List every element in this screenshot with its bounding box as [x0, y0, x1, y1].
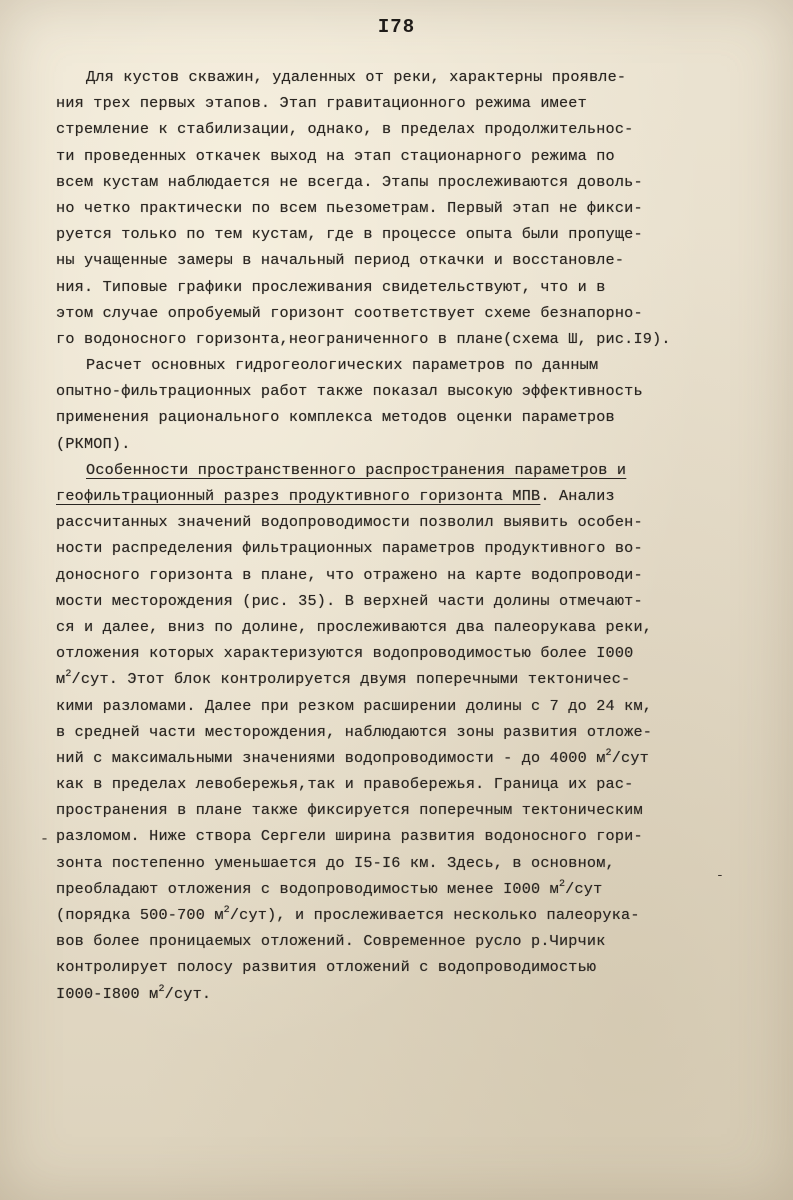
section-heading-part1: Особенности пространственного распространения параметров и [86, 460, 627, 479]
unit-superscript: 2 [65, 669, 72, 681]
text-line: но четко практически по всем пьезометрам. Первый этап не фикси- [56, 198, 643, 217]
page-number: I78 [377, 16, 416, 38]
text-line: Расчет основных гидрогеологических параметров по данным [86, 356, 599, 375]
text-fragment: (порядка 500-700 м [56, 906, 224, 924]
text-line: ны учащенные замеры в начальный период откачки и восстановле- [56, 251, 625, 270]
text-fragment: /сут [611, 748, 649, 767]
text-line [56, 981, 746, 1007]
text-line: вов более проницаемых отложений. Современное русло р.Чирчик [56, 932, 606, 951]
text-line [56, 876, 746, 902]
text-line [56, 666, 746, 692]
text-line: зонта постепенно уменьшается до I5-I6 км. Здесь, в основном, [56, 853, 615, 872]
text-line: руется только по тем кустам, где в процессе опыта были пропуще- [56, 225, 643, 244]
text-line: как в пределах левобережья,так и правобережья. Граница их рас- [56, 775, 634, 794]
margin-stray-mark: - [716, 868, 724, 883]
unit-superscript: 2 [558, 878, 566, 890]
text-line: мости месторождения (рис. 35). В верхней части долины отмечают- [56, 591, 643, 610]
text-line: разломом. Ниже створа Сергели ширина развития водоносного гори- [56, 827, 643, 846]
text-fragment: /сут. [164, 984, 212, 1003]
body-text [56, 64, 746, 1007]
margin-dash-mark: - [40, 831, 50, 848]
section-heading-line [56, 457, 746, 483]
text-fragment: . Анализ [540, 487, 615, 505]
text-line: (РКМОП). [56, 434, 131, 453]
text-fragment: преобладают отложения с водопроводимостью менее I000 м [56, 879, 559, 898]
text-fragment: I000-I800 м [56, 984, 159, 1003]
text-line: в средней части месторождения, наблюдаются зоны развития отложе- [56, 722, 653, 741]
text-fragment: /сут [565, 879, 603, 898]
text-line: опытно-фильтрационных работ также показал высокую эффективность [56, 382, 643, 401]
unit-m: м [56, 670, 66, 689]
text-line: применения рационального комплекса методов оценки параметров [56, 408, 615, 427]
text-fragment: ний с максимальными значениями водопроводимости - до 4000 м [56, 748, 606, 767]
text-line: этом случае опробуемый горизонт соответствует схеме безнапорно- [56, 303, 643, 322]
text-line: го водоносного горизонта,неограниченного в плане(схема Ш, рис.I9). [56, 329, 671, 348]
text-line: Для кустов скважин, удаленных от реки, характерны проявле- [86, 68, 627, 86]
text-line: контролирует полосу развития отложений с водопроводимостью [56, 958, 597, 977]
text-line: кими разломами. Далее при резком расширении долины с 7 до 24 км, [56, 696, 653, 715]
text-line: ся и далее, вниз по долине, прослеживаются два палеорукава реки, [56, 617, 653, 636]
text-line: всем кустам наблюдается не всегда. Этапы прослеживаются доволь- [56, 172, 643, 191]
text-line: доносного горизонта в плане, что отражено на карте водопроводи- [56, 565, 643, 584]
text-line: пространения в плане также фиксируется поперечным тектоническим [56, 801, 643, 820]
text-line [56, 902, 746, 928]
text-fragment: /сут), и прослеживается несколько палеорука- [229, 906, 640, 924]
text-line: ния. Типовые графики прослеживания свидетельствуют, что и в [56, 277, 606, 296]
text-line [56, 745, 746, 771]
section-heading-part2: геофильтрационный разрез продуктивного горизонта МПВ [56, 487, 541, 505]
section-heading-line [56, 483, 746, 509]
text-line: стремление к стабилизации, однако, в пределах продолжительнос- [56, 120, 634, 139]
text-line: отложения которых характеризуются водопроводимостью более I000 [56, 644, 634, 663]
text-line: ности распределения фильтрационных параметров продуктивного во- [56, 539, 643, 558]
unit-superscript: 2 [223, 905, 230, 916]
text-fragment: /сут. Этот блок контролируется двумя поперечными тектоничес- [71, 670, 631, 689]
unit-superscript: 2 [158, 983, 165, 995]
unit-superscript: 2 [605, 747, 612, 759]
text-line: ти проведенных откачек выход на этап стационарного режима по [56, 146, 615, 165]
text-line: рассчитанных значений водопроводимости позволил выявить особен- [56, 513, 643, 532]
text-line: ния трех первых этапов. Этап гравитационного режима имеет [56, 94, 587, 113]
